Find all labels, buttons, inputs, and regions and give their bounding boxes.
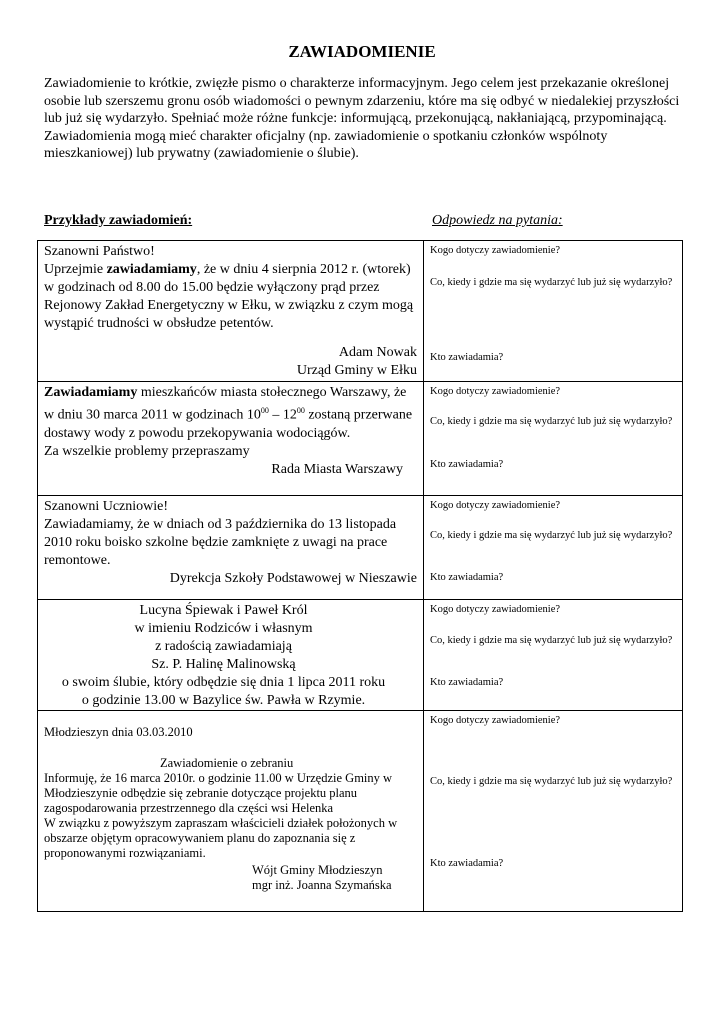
announcement-line: o godzinie 13.00 w Bazylice św. Pawła w Rzymie. xyxy=(81,693,366,708)
signature-name: Adam Nowak xyxy=(338,345,417,360)
answer-cell xyxy=(424,711,683,912)
signature-org: Rada Miasta Warszawy xyxy=(271,461,403,477)
body-text: , że w dniu 4 sierpnia 2012 r. (wtorek) w godzinach od 8.00 do 15.00 będzie wyłączony prąd przez Rejonowy Zakład Energetyczny w Ełku, w związku z czym mogą wystąpić trudności w obsłudze petentów. xyxy=(44,262,414,331)
table-row xyxy=(38,382,683,496)
question-what: Co, kiedy i gdzie ma się wydarzyć lub już się wydarzyło? xyxy=(430,416,673,427)
table-row xyxy=(38,600,683,711)
example-cell xyxy=(38,711,424,912)
example-body: W związku z powyższym zapraszam właścicieli działek położonych w obszarze objętym opracowywaniem planu do zapoznania się z proponowanymi rozwiązaniami. xyxy=(44,816,398,860)
question-what: Co, kiedy i gdzie ma się wydarzyć lub już się wydarzyło? xyxy=(430,776,673,787)
answer-cell xyxy=(424,600,683,711)
example-body xyxy=(44,261,417,333)
notice-heading: Zawiadomienie o zebraniu xyxy=(160,756,294,770)
question-what: Co, kiedy i gdzie ma się wydarzyć lub już się wydarzyło? xyxy=(430,277,673,288)
example-cell xyxy=(38,600,424,711)
body-text: mieszkańców miasta stołecznego Warszawy, że w dniu 30 marca 2011 w godzinach 10 xyxy=(44,385,407,423)
question-who: Kogo dotyczy zawiadomienie? xyxy=(430,715,561,726)
question-what: Co, kiedy i gdzie ma się wydarzyć lub już się wydarzyło? xyxy=(430,530,673,541)
question-sender: Kto zawiadamia? xyxy=(430,572,504,583)
body-text: – 12 xyxy=(268,407,297,423)
signature-title: Wójt Gminy Młodzieszyn xyxy=(252,863,383,877)
answers-label: Odpowiedz na pytania: xyxy=(432,213,563,228)
announcement-line: o swoim ślubie, który odbędzie się dnia 1 lipca 2011 roku xyxy=(61,675,386,690)
question-sender: Kto zawiadamia? xyxy=(430,858,504,869)
example-apology: Za wszelkie problemy przepraszamy xyxy=(44,443,250,459)
body-bold: Zawiadamiamy xyxy=(44,385,138,400)
question-who: Kogo dotyczy zawiadomienie? xyxy=(430,604,561,615)
example-cell xyxy=(38,241,424,382)
answer-cell xyxy=(424,496,683,600)
body-bold: zawiadamiamy xyxy=(106,262,197,277)
signature-org: Dyrekcja Szkoły Podstawowej w Nieszawie xyxy=(169,571,417,586)
examples-label: Przykłady zawiadomień: xyxy=(44,213,193,228)
example-greeting: Szanowni Uczniowie! xyxy=(44,499,169,514)
answer-cell xyxy=(424,241,683,382)
example-cell xyxy=(38,496,424,600)
example-greeting: Szanowni Państwo! xyxy=(44,244,155,259)
intro-paragraph-1: Zawiadomienie to krótkie, zwięzłe pismo o charakterze informacyjnym. Jego celem jest przekazanie określonej osobie lub szerszemu gronu osób wiadomości o pewnym zdarzeniu, które ma się odbyć w niedalekiej przyszłości lub już się wydarzyło. Spełniać może różne funkcje: informującą, przekonującą, nakłaniającą, przypominającą. xyxy=(44,76,680,126)
intro xyxy=(44,75,684,163)
announcement-line: z radością zawiadamiają xyxy=(155,639,292,654)
place-date: Młodzieszyn dnia 03.03.2010 xyxy=(44,725,193,739)
example-body: Informuję, że 16 marca 2010r. o godzinie 11.00 w Urzędzie Gminy w Młodzieszynie odbędzie się zebranie dotyczące projektu planu zagospodarowania przestrzennego dla części wsi Helenka xyxy=(44,771,393,815)
signature-org: Urząd Gminy w Ełku xyxy=(296,363,417,378)
time-superscript: 00 xyxy=(296,406,305,415)
question-what: Co, kiedy i gdzie ma się wydarzyć lub już się wydarzyło? xyxy=(430,635,673,646)
question-who: Kogo dotyczy zawiadomienie? xyxy=(430,386,561,397)
signature-name: mgr inż. Joanna Szymańska xyxy=(252,878,392,892)
body-text: Uprzejmie xyxy=(44,262,107,277)
announcement-line: w imieniu Rodziców i własnym xyxy=(134,621,313,636)
table-row xyxy=(38,241,683,382)
answer-cell xyxy=(424,382,683,496)
question-sender: Kto zawiadamia? xyxy=(430,677,504,688)
announcement-line: Lucyna Śpiewak i Paweł Król xyxy=(139,603,308,618)
intro-paragraph-2: Zawiadomienia mogą mieć charakter oficjalny (np. zawiadomienie o spotkaniu członków wspólnoty mieszkaniowej) lub prywatny (zawiadomienie o ślubie). xyxy=(44,128,608,161)
table-row xyxy=(38,711,683,912)
example-body xyxy=(44,384,417,443)
question-sender: Kto zawiadamia? xyxy=(430,459,504,470)
announcement-line: Sz. P. Halinę Malinowską xyxy=(151,657,296,672)
question-who: Kogo dotyczy zawiadomienie? xyxy=(430,500,561,511)
example-cell xyxy=(38,382,424,496)
body-text: zostaną przerwane dostawy wody z powodu przekopywania wodociągów. xyxy=(44,407,413,441)
question-sender: Kto zawiadamia? xyxy=(430,352,504,363)
example-body: Zawiadamiamy, że w dniach od 3 października do 13 listopada 2010 roku boisko szkolne będzie zamknięte z uwagi na prace remontowe. xyxy=(44,517,397,568)
question-who: Kogo dotyczy zawiadomienie? xyxy=(430,245,561,256)
table-row xyxy=(38,496,683,600)
page-title: ZAWIADOMIENIE xyxy=(288,42,436,61)
time-superscript: 00 xyxy=(260,406,269,415)
examples-table xyxy=(37,240,683,912)
